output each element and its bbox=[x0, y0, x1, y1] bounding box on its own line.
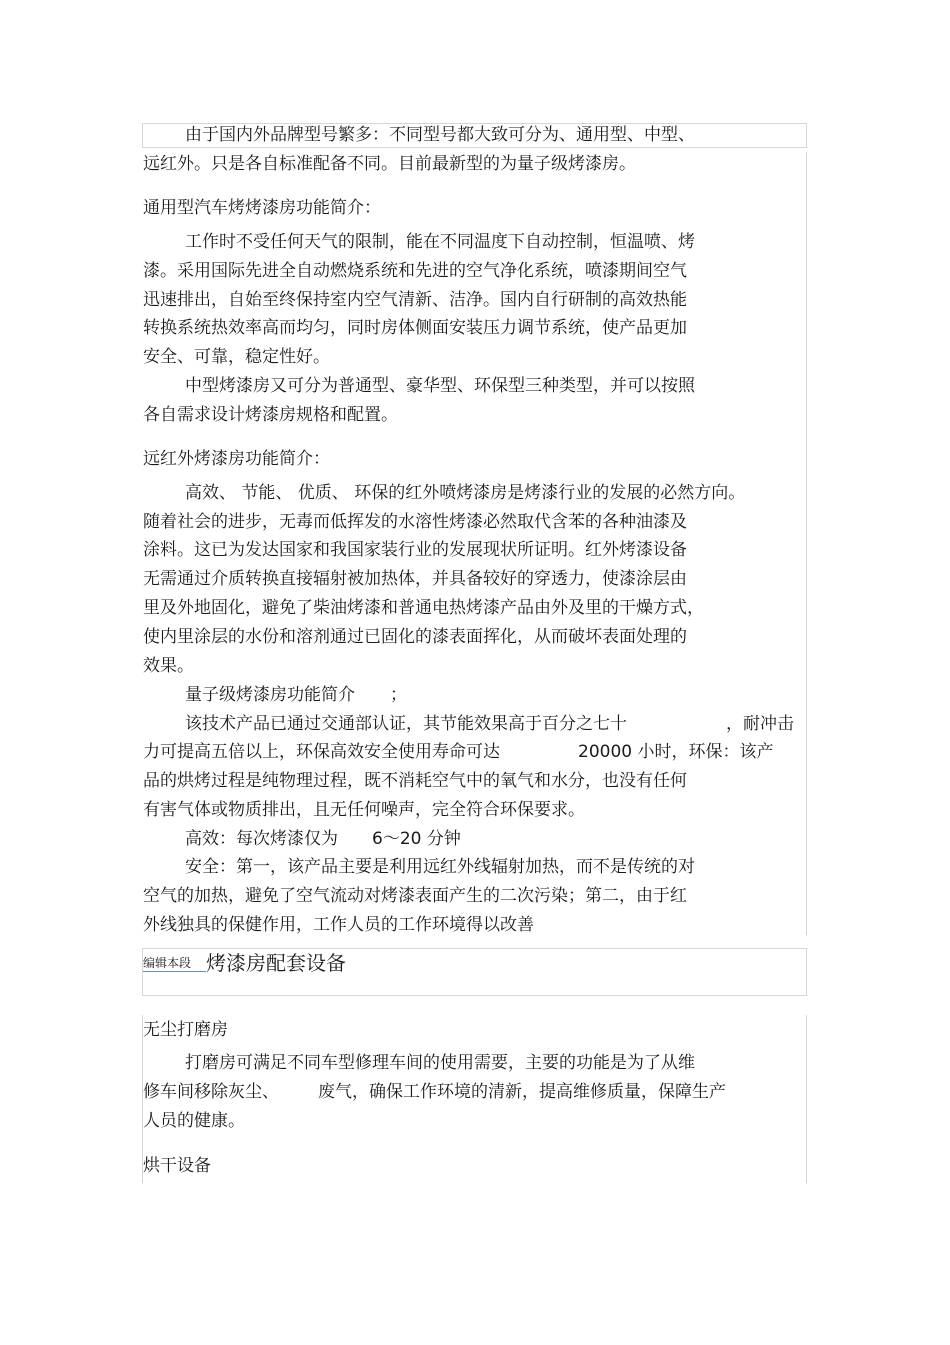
intro-line-1: 由于国内外品牌型号繁多：不同型号都大致可分为、通用型、中型、 bbox=[185, 125, 695, 145]
safety-line-2: 空气的加热，避免了空气流动对烤漆表面产生的二次污染；第二，由于红 bbox=[143, 886, 687, 906]
quantum-line-2b: 20000 小时，环保：该产 bbox=[578, 742, 774, 762]
infrared-heading: 远红外烤漆房功能简介： bbox=[143, 449, 330, 469]
efficiency-value: 6～20 分钟 bbox=[372, 829, 461, 849]
quantum-heading: 量子级烤漆房功能简介 bbox=[185, 685, 355, 705]
infrared-line-1: 高效、 节能、 优质、 环保的红外喷烤漆房是烤漆行业的发展的必然方向。 bbox=[185, 483, 746, 503]
general-p1-line-3: 迅速排出，自始至终保持室内空气清新、洁净。国内自行研制的高效热能 bbox=[143, 290, 687, 310]
infrared-line-3: 涂料。这已为发达国家和我国家装行业的发展现状所证明。红外烤漆设备 bbox=[143, 540, 687, 560]
drying-heading: 烘干设备 bbox=[143, 1156, 211, 1176]
dustfree-line-1: 打磨房可满足不同车型修理车间的使用需要，主要的功能是为了从维 bbox=[185, 1053, 695, 1073]
infrared-line-4: 无需通过介质转换直接辐射被加热体，并具备较好的穿透力，使漆涂层由 bbox=[143, 569, 687, 589]
general-p2-line-2: 各自需求设计烤漆房规格和配置。 bbox=[143, 405, 398, 425]
safety-line-3: 外线独具的保健作用，工作人员的工作环境得以改善 bbox=[143, 915, 534, 935]
infrared-line-6: 使内里涂层的水份和溶剂通过已固化的漆表面挥化，从而破坏表面处理的 bbox=[143, 627, 687, 647]
general-p1-line-1: 工作时不受任何天气的限制，能在不同温度下自动控制，恒温喷、烤 bbox=[185, 232, 695, 252]
dustfree-heading: 无尘打磨房 bbox=[143, 1020, 228, 1040]
section-title: 烤漆房配套设备 bbox=[206, 951, 346, 975]
general-p1-line-5: 安全、可靠，稳定性好。 bbox=[143, 347, 330, 367]
efficiency-label: 高效：每次烤漆仅为 bbox=[185, 829, 338, 849]
quantum-line-4: 有害气体或物质排出，且无任何噪声，完全符合环保要求。 bbox=[143, 800, 585, 820]
safety-line-1: 安全：第一，该产品主要是利用远红外线辐射加热，而不是传统的对 bbox=[185, 857, 695, 877]
dustfree-line-3: 人员的健康。 bbox=[143, 1111, 245, 1131]
dustfree-line-2b: 废气，确保工作环境的清新，提高维修质量，保障生产 bbox=[318, 1082, 726, 1102]
quantum-line-2a: 力可提高五倍以上，环保高效安全使用寿命可达 bbox=[143, 742, 500, 762]
quantum-line-3: 品的烘烤过程是纯物理过程，既不消耗空气中的氧气和水分，也没有任何 bbox=[143, 771, 687, 791]
content-border-right bbox=[806, 152, 807, 935]
infrared-line-7: 效果。 bbox=[143, 656, 194, 676]
quantum-line-1b: ，耐冲击 bbox=[726, 714, 794, 734]
infrared-line-5: 里及外地固化，避免了柴油烤漆和普通电热烤漆产品由外及里的干燥方式， bbox=[143, 598, 704, 618]
content-border-right-bottom bbox=[806, 1015, 807, 1183]
intro-line-2: 远红外。只是各自标准配备不同。目前最新型的为量子级烤漆房。 bbox=[143, 154, 636, 174]
general-p1-line-2: 漆。采用国际先进全自动燃烧系统和先进的空气净化系统，喷漆期间空气 bbox=[143, 261, 687, 281]
general-p1-line-4: 转换系统热效率高而均匀，同时房体侧面安装压力调节系统，使产品更加 bbox=[143, 318, 687, 338]
edit-section-link[interactable]: 编辑本段 bbox=[143, 956, 206, 972]
dustfree-line-2a: 修车间移除灰尘、 bbox=[143, 1082, 279, 1102]
quantum-line-1a: 该技术产品已通过交通部认证，其节能效果高于百分之七十 bbox=[185, 714, 627, 734]
quantum-heading-tail: ； bbox=[390, 685, 407, 705]
general-heading: 通用型汽车烤烤漆房功能简介： bbox=[143, 198, 381, 218]
general-p2-line-1: 中型烤漆房又可分为普通型、豪华型、环保型三种类型，并可以按照 bbox=[185, 376, 695, 396]
infrared-line-2: 随着社会的进步，无毒而低挥发的水溶性烤漆必然取代含苯的各种油漆及 bbox=[143, 512, 687, 532]
